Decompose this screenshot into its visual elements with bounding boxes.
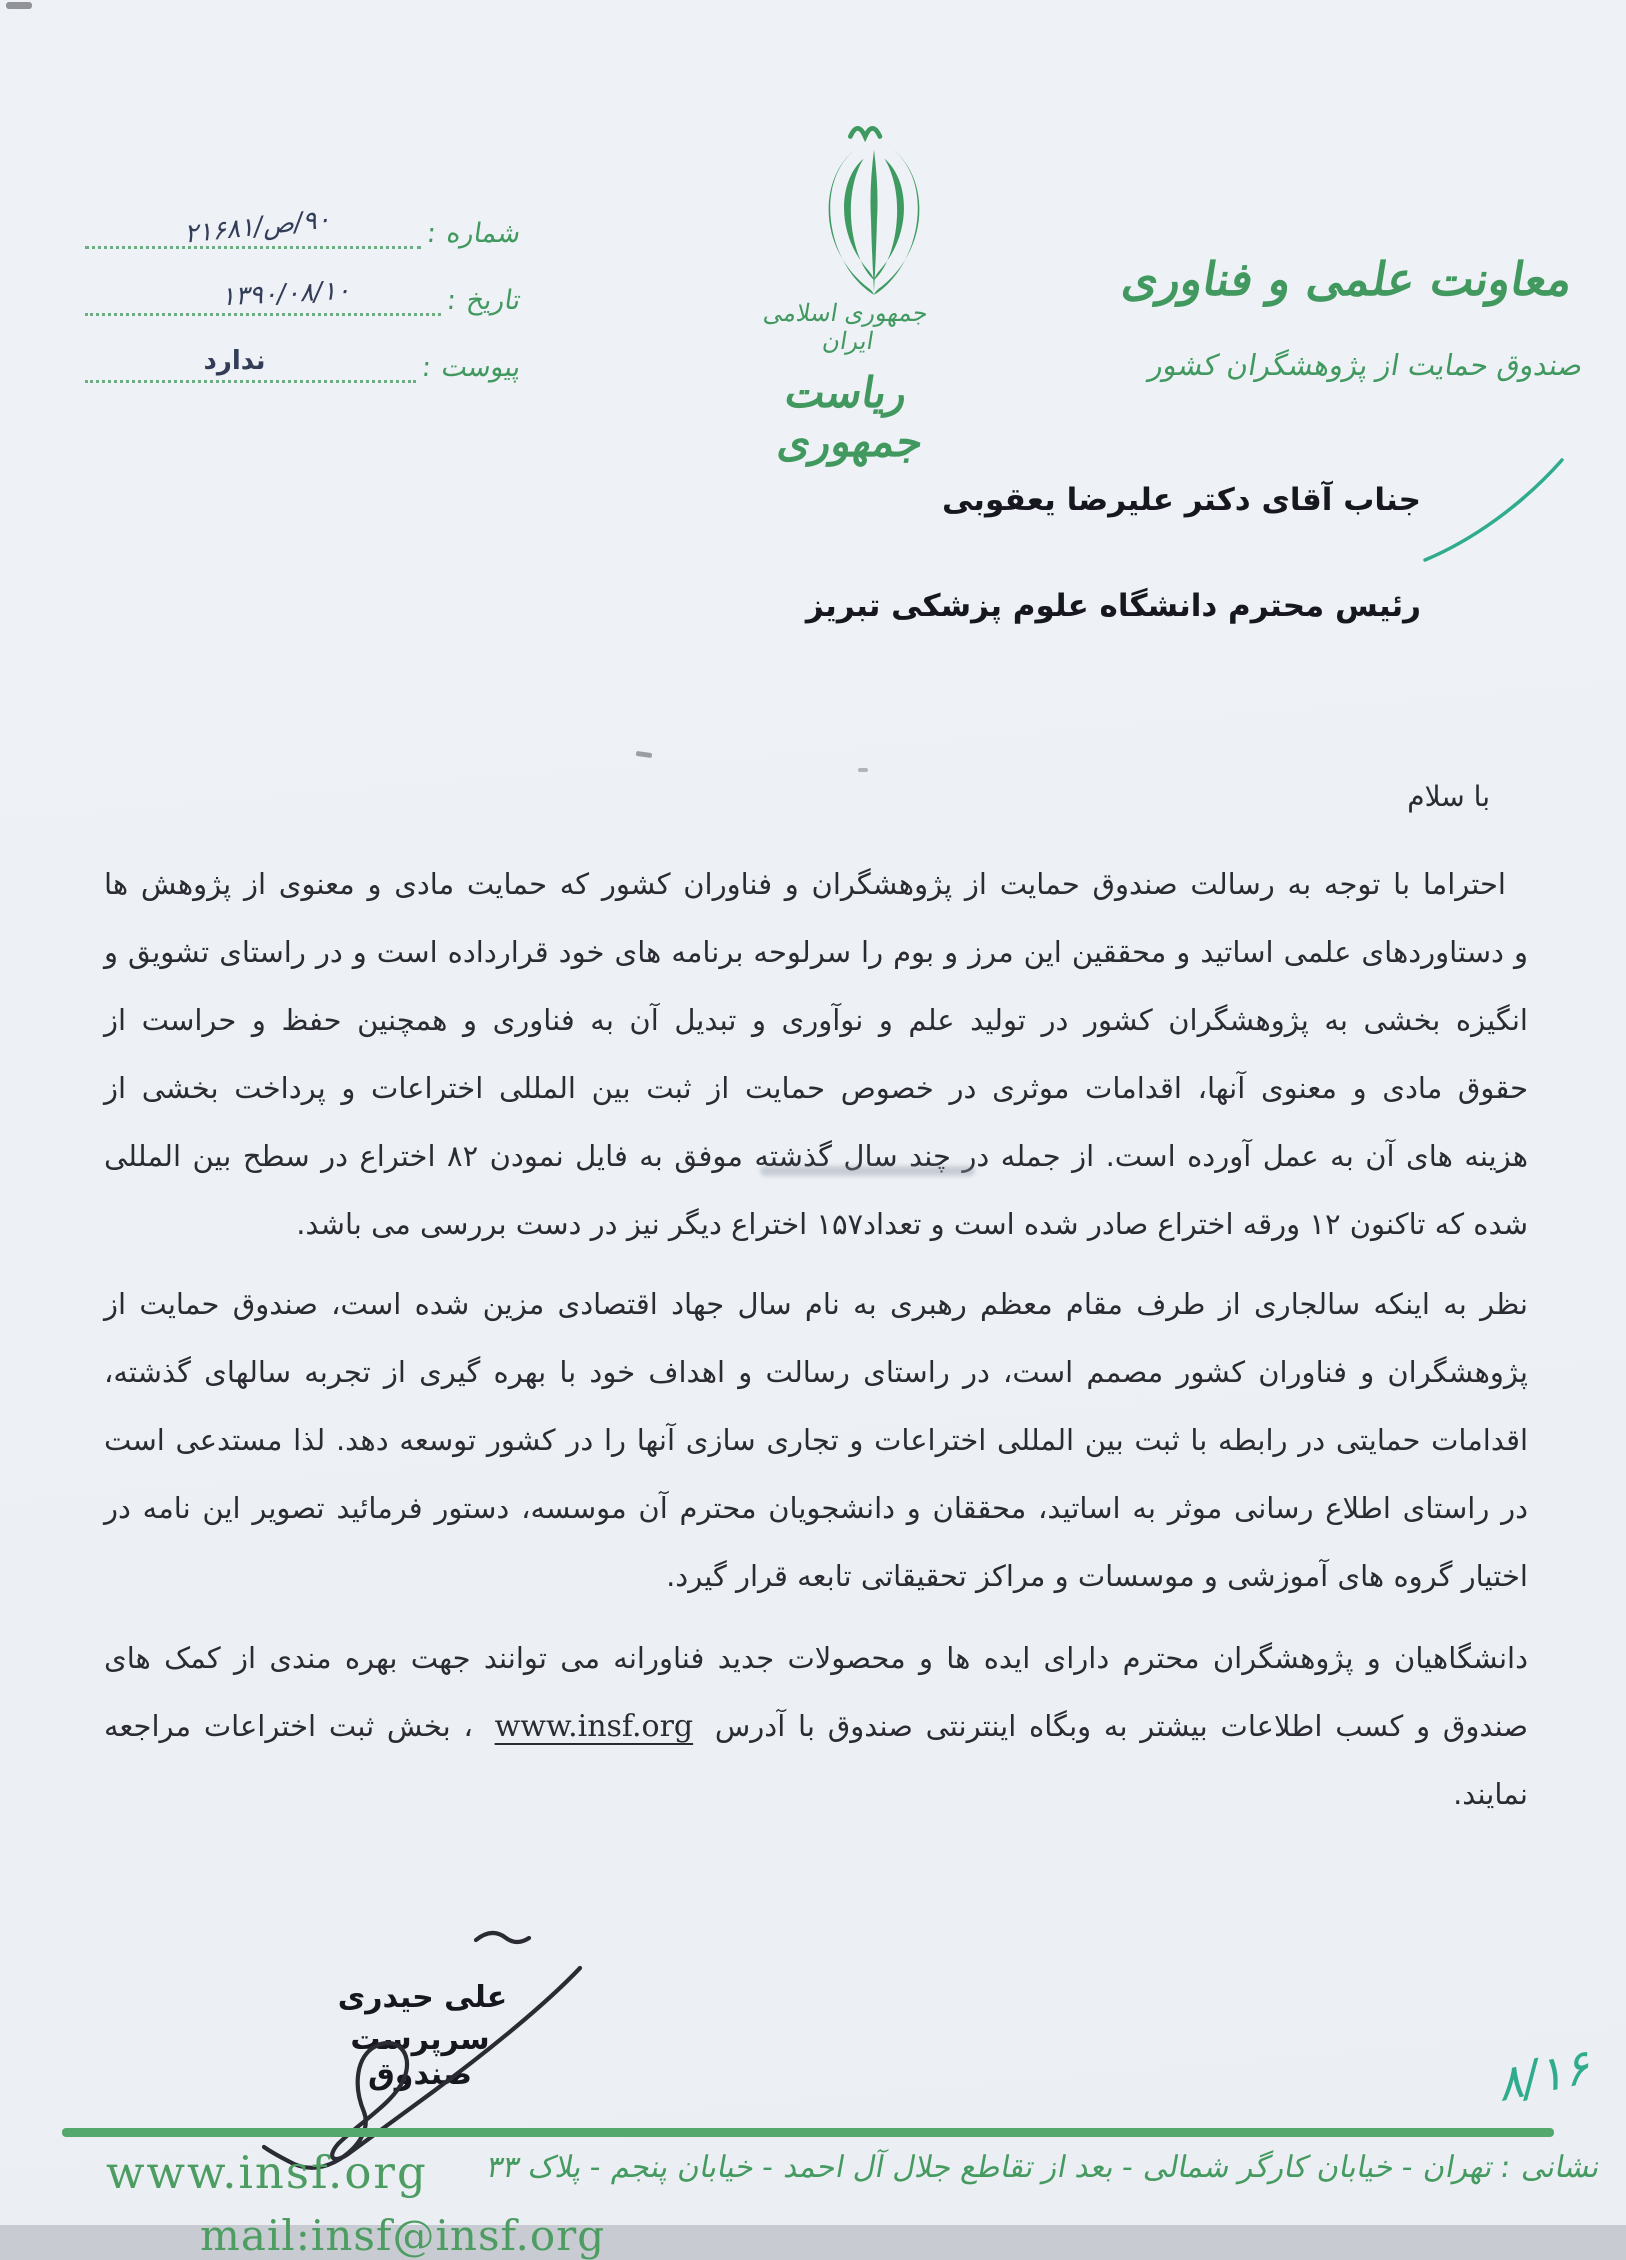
ref-number-dotted-line (85, 204, 421, 250)
ref-number-value: ۹۰/ص/۲۱۶۸۱ (182, 204, 332, 250)
body-line: احتراما با توجه به رسالت صندوق حمایت از پژوهشگران و فناوران کشور که حمایت مادی و معنوی از پژوهش ها (104, 867, 1506, 901)
salutation: با سلام (1407, 780, 1490, 813)
ref-date-label: تاریخ : (444, 285, 520, 316)
ref-attachment-row (85, 337, 522, 383)
ref-attachment-value: ندارد (203, 346, 266, 376)
handwritten-check-stroke (1418, 452, 1568, 570)
scan-artifact (636, 751, 653, 758)
body-line: هزینه های آن به عمل آورده است. از جمله در چند سال گذشته موفق به فایل نمودن ۸۲ اختراع در سطح بین المللی (104, 1139, 1528, 1173)
footer-divider (62, 2128, 1554, 2137)
body-line: انگیزه بخشی به پژوهشگران کشور در تولید علم و نوآوری و تبدیل آن به فناوری و همچنین حفظ و حراست از (104, 1003, 1528, 1037)
letterhead-foundation-name: صندوق حمایت از پژوهشگران کشور (1145, 348, 1582, 382)
paragraph-1 (104, 850, 1528, 1258)
handwritten-page-number: ۸/۱۶ (1491, 2038, 1595, 2114)
ref-date-row (85, 270, 522, 316)
signer-name: علی حیدری (337, 1980, 508, 2015)
letterhead-country: جمهوری اسلامی ایران (760, 299, 928, 355)
scan-artifact (760, 1166, 975, 1176)
letterhead-presidency: ریاست جمهوری (772, 368, 922, 466)
body-line: اقدامات حمایتی در رابطه با ثبت بین المللی اختراعات و تجاری سازی آنها را در کشور توسعه دهد. لذا مستدعی است (104, 1423, 1528, 1457)
body-line: اختیار گروه های آموزشی و موسسات و مراکز تحقیقاتی تابعه قرار گیرد. (666, 1559, 1528, 1593)
body-line: نمایند. (1453, 1777, 1528, 1811)
signer-title: سرپرست صندوق (350, 2022, 490, 2092)
ref-date-value: ۱۳۹۰/۰۸/۱۰ (220, 275, 352, 313)
insf-website-url: www.insf.org (494, 1709, 694, 1744)
ref-attachment-label: پیوست : (419, 352, 520, 383)
body-line: دانشگاهیان و پژوهشگران محترم دارای ایده ها و محصولات جدید فناورانه می توانند جهت بهره مندی از کمک های (104, 1641, 1528, 1675)
body-line: پژوهشگران و فناوران کشور مصمم است، در راستای رسالت و اهداف خود با بهره گیری از تجربه سالهای گذشته، (104, 1355, 1528, 1389)
body-line: در راستای اطلاع رسانی موثر به اساتید، محققان و دانشجویان محترم آن موسسه، دستور فرمائید تصویر این نامه در (104, 1491, 1528, 1525)
iran-emblem-icon (800, 120, 948, 298)
scan-artifact (6, 2, 32, 9)
body-line: شده که تاکنون ۱۲ ورقه اختراع صادر شده است و تعداد۱۵۷ اختراع دیگر نیز در دست بررسی می باشد. (296, 1207, 1528, 1241)
ref-attachment-dotted-line (85, 342, 416, 383)
addressee-title: رئیس محترم دانشگاه علوم پزشکی تبریز (805, 588, 1421, 624)
body-line: و دستاوردهای علمی اساتید و محققین این مرز و بوم را سرلوحه برنامه های خود قرارداده است و در راستای تشویق و (104, 935, 1528, 969)
scan-artifact (858, 768, 868, 772)
ref-number-label: شماره : (425, 218, 520, 249)
body-text-before-url: صندوق و کسب اطلاعات بیشتر به وبگاه اینترنتی صندوق با آدرس (714, 1709, 1529, 1743)
footer-address: نشانی : تهران - خیابان کارگر شمالی - بعد از تقاطع جلال آل احمد - خیابان پنجم - پلاک ۳۳ (484, 2150, 1600, 2185)
paragraph-2 (104, 1270, 1528, 1610)
body-line: حقوق مادی و معنوی آنها، اقدامات موثری در خصوص حمایت از ثبت بین المللی اختراعات و پرداخت بخشی از (104, 1071, 1528, 1105)
footer-email-partial: mail:insf@insf.org (200, 2211, 606, 2260)
body-line-with-url (104, 1692, 1528, 1760)
letterhead-deputy-science: معاونت علمی و فناوری (1116, 252, 1571, 306)
addressee-name: جناب آقای دکتر علیرضا یعقوبی (941, 482, 1421, 518)
ref-date-dotted-line (85, 275, 441, 316)
body-text-after-url: ، بخش ثبت اختراعات مراجعه (104, 1709, 473, 1743)
ref-number-row (85, 203, 522, 249)
body-line: نظر به اینکه سالجاری از طرف مقام معظم رهبری به نام سال جهاد اقتصادی مزین شده است، صندوق حمایت از (104, 1287, 1528, 1321)
footer-website: www.insf.org (106, 2146, 428, 2199)
paragraph-3 (104, 1624, 1528, 1828)
